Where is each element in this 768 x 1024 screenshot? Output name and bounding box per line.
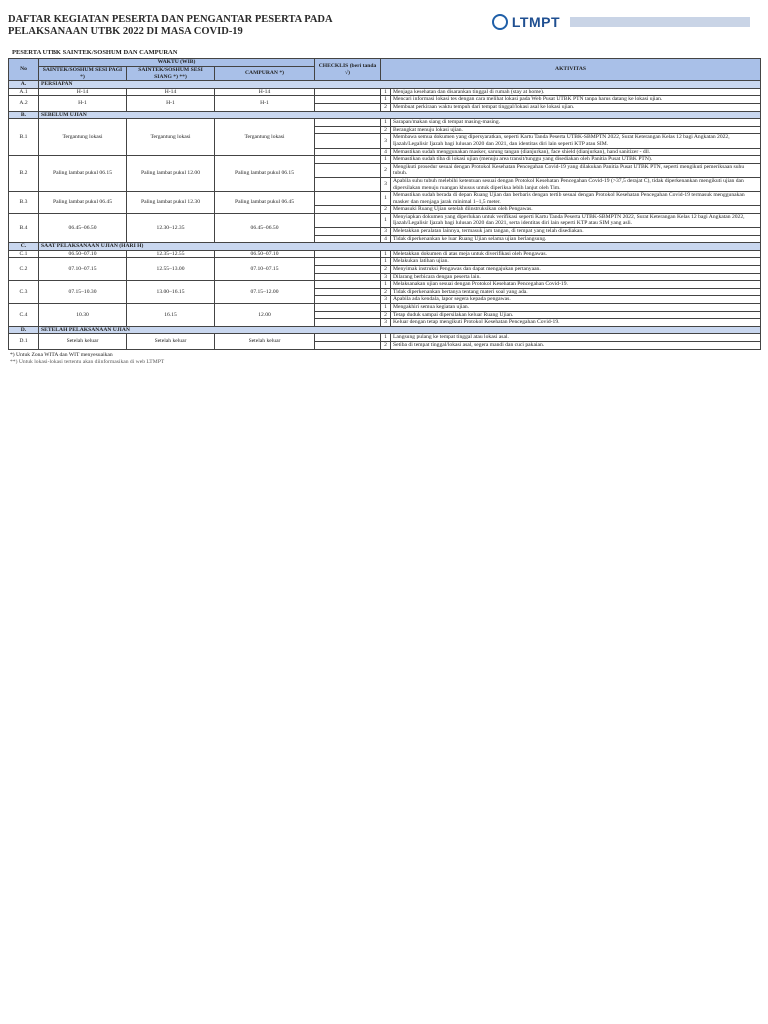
table-row xyxy=(9,192,761,206)
table-row xyxy=(9,213,761,227)
activity-text: Membawa semua dokumen yang dipersyaratkan, seperti Kartu Tanda Peserta UTBK-SBMPTN 2022, Surat Keterangan Kelas 12 bagi Angkatan 2022, Ijazah/Legalisir Ijazah bagi lulusan 2020 dan 2021, dan identitas diri lain seperti KTP atau SIM. xyxy=(391,134,761,148)
activity-number: 1 xyxy=(381,96,391,104)
activity-text: Menyiapkan dokumen yang diperlukan untuk verifikasi seperti Kartu Tanda Peserta UTBK-SBMPTN 2022, Surat Keterangan Kelas 12 bagi Angkatan 2022, Ijazah/Legalisir Ijazah bagi lulusan 2020 dan 2021, serta identitas diri lain seperti KTP atau SIM yang asli. xyxy=(391,213,761,227)
activity-number: 2 xyxy=(381,126,391,134)
logo-tagline-bar xyxy=(570,17,750,27)
activity-text: Tetap duduk sampai dipersilakan keluar Ruang Ujian. xyxy=(391,311,761,319)
time-saintek-pagi: 10.30 xyxy=(39,304,127,327)
col-header-no: No xyxy=(9,59,39,81)
section-row xyxy=(9,243,761,251)
document-title xyxy=(8,14,388,38)
section-name: SEBELUM UJIAN xyxy=(39,111,761,119)
checklist-cell[interactable] xyxy=(315,266,381,274)
checklist-cell[interactable] xyxy=(315,96,381,104)
checklist-cell[interactable] xyxy=(315,288,381,296)
activity-text: Memastikan sudah tiba di lokasi ujian (menuju area transit/tunggu yang disediakan oleh Panitia Pusat UTBK PTN). xyxy=(391,156,761,164)
time-saintek-siang: Tergantung lokasi xyxy=(127,119,215,156)
row-number: C.4 xyxy=(9,304,39,327)
time-saintek-siang: Paling lambat pukul 12.00 xyxy=(127,156,215,192)
time-campuran: Paling lambat pukul 06.45 xyxy=(215,192,315,214)
checklist-cell[interactable] xyxy=(315,281,381,289)
table-row xyxy=(9,250,761,258)
activity-text: Membuat perkiraan waktu tempuh dari tempat tinggal/lokasi asal ke lokasi ujian. xyxy=(391,103,761,111)
col-header-saintek-siang: SAINTEK/SOSHUM SESI SIANG *) **) xyxy=(127,67,215,81)
activity-text: Melakukan latihan ujian. xyxy=(391,258,761,266)
time-campuran: Setelah keluar xyxy=(215,334,315,349)
checklist-cell[interactable] xyxy=(315,126,381,134)
activity-text: Dilarang berbicara dengan peserta lain. xyxy=(391,273,761,281)
activity-number: 3 xyxy=(381,228,391,236)
activity-text: Memasuki Ruang Ujian setelah diinstruksikan oleh Pengawas. xyxy=(391,206,761,214)
checklist-cell[interactable] xyxy=(315,156,381,164)
activity-text: Menyimak instruksi Pengawas dan dapat mengajukan pertanyaan. xyxy=(391,266,761,274)
time-campuran: 06.50–07.10 xyxy=(215,250,315,258)
row-number: C.3 xyxy=(9,281,39,304)
document-subtitle: PESERTA UTBK SAINTEK/SOSHUM DAN CAMPURAN xyxy=(12,49,178,56)
checklist-cell[interactable] xyxy=(315,311,381,319)
logo-emblem-icon xyxy=(492,14,508,30)
checklist-cell[interactable] xyxy=(315,192,381,206)
col-header-saintek-pagi: SAINTEK/SOSHUM SESI PAGI *) xyxy=(39,67,127,81)
row-number: C.1 xyxy=(9,250,39,258)
activity-number: 1 xyxy=(381,192,391,206)
activity-number: 1 xyxy=(381,213,391,227)
checklist-cell[interactable] xyxy=(315,103,381,111)
time-campuran: Paling lambat pukul 06.15 xyxy=(215,156,315,192)
row-number: A.1 xyxy=(9,88,39,96)
time-saintek-siang: 16.15 xyxy=(127,304,215,327)
time-saintek-siang: H-14 xyxy=(127,88,215,96)
activity-number: 4 xyxy=(381,148,391,156)
activity-number: 3 xyxy=(381,296,391,304)
time-campuran: H-14 xyxy=(215,88,315,96)
row-number: B.2 xyxy=(9,156,39,192)
table-row xyxy=(9,119,761,127)
section-name: SETELAH PELAKSANAAN UJIAN xyxy=(39,326,761,334)
checklist-cell[interactable] xyxy=(315,296,381,304)
time-saintek-pagi: 06.45–06.50 xyxy=(39,213,127,242)
schedule-body xyxy=(9,81,761,349)
col-header-aktivitas: AKTIVITAS xyxy=(381,59,761,81)
table-row xyxy=(9,88,761,96)
time-campuran: 12.00 xyxy=(215,304,315,327)
footnote-1: *) Untuk Zona WITA dan WIT menyesuaikan xyxy=(10,351,113,358)
time-campuran: Tergantung lokasi xyxy=(215,119,315,156)
time-saintek-siang: 12.35–12.55 xyxy=(127,250,215,258)
activity-text: Berangkat menuju lokasi ujian. xyxy=(391,126,761,134)
time-saintek-siang: Paling lambat pukul 12.30 xyxy=(127,192,215,214)
activity-number: 2 xyxy=(381,311,391,319)
section-row xyxy=(9,111,761,119)
activity-number: 1 xyxy=(381,250,391,258)
activity-number: 2 xyxy=(381,163,391,177)
table-row xyxy=(9,258,761,266)
table-row xyxy=(9,281,761,289)
activity-text: Meletakkan peralatan lainnya, termasuk jam tangan, di tempat yang telah disediakan. xyxy=(391,228,761,236)
activity-number: 1 xyxy=(381,334,391,342)
checklist-cell[interactable] xyxy=(315,134,381,148)
checklist-cell[interactable] xyxy=(315,319,381,327)
schedule-table xyxy=(8,58,761,350)
time-campuran: 07.10–07.15 xyxy=(215,258,315,281)
activity-text: Apabila suhu tubuh melebihi ketentuan sesuai dengan Protokol Kesehatan Pencegahan Covid-19 (>37,5 derajat C), tidak diperkenankan mengikuti ujian dan dipersilakan menuju ruangan khusus untuk diperiksa lebih lanjut oleh Tim. xyxy=(391,177,761,191)
section-name: SAAT PELAKSANAAN UJIAN (HARI H) xyxy=(39,243,761,251)
time-saintek-siang: 12.30–12.35 xyxy=(127,213,215,242)
section-code: A. xyxy=(9,81,39,89)
table-row xyxy=(9,156,761,164)
activity-number: 1 xyxy=(381,304,391,312)
ltmpt-logo xyxy=(492,14,750,30)
time-saintek-siang: Setelah keluar xyxy=(127,334,215,349)
activity-number: 3 xyxy=(381,177,391,191)
section-code: B. xyxy=(9,111,39,119)
time-saintek-siang: 12.55–13.00 xyxy=(127,258,215,281)
activity-number: 2 xyxy=(381,206,391,214)
checklist-cell[interactable] xyxy=(315,273,381,281)
logo-text: LTMPT xyxy=(511,14,560,30)
row-number: B.3 xyxy=(9,192,39,214)
table-row xyxy=(9,96,761,104)
activity-text: Keluar dengan tetap mengikuti Protokol Kesehatan Pencegahan Covid-19. xyxy=(391,319,761,327)
checklist-cell[interactable] xyxy=(315,341,381,349)
activity-text: Langsung pulang ke tempat tinggal atau lokasi asal. xyxy=(391,334,761,342)
col-header-campuran: CAMPURAN *) xyxy=(215,67,315,81)
row-number: B.1 xyxy=(9,119,39,156)
activity-text: Melaksanakan ujian sesuai dengan Protokol Kesehatan Pencegahan Covid-19. xyxy=(391,281,761,289)
time-saintek-pagi: Paling lambat pukul 06.45 xyxy=(39,192,127,214)
title-line-2: PELAKSANAAN UTBK 2022 DI MASA COVID-19 xyxy=(8,26,243,37)
activity-text: Tidak diperkenankan ke luar Ruang Ujian selama ujian berlangsung. xyxy=(391,235,761,243)
activity-number: 1 xyxy=(381,281,391,289)
activity-text: Menjaga kesehatan dan disarankan tinggal di rumah (stay at home). xyxy=(391,88,761,96)
activity-text: Tidak diperkenankan bertanya tentang materi soal yang ada. xyxy=(391,288,761,296)
checklist-cell[interactable] xyxy=(315,258,381,266)
activity-number: 2 xyxy=(381,103,391,111)
checklist-cell[interactable] xyxy=(315,119,381,127)
checklist-cell[interactable] xyxy=(315,163,381,177)
time-saintek-pagi: H-1 xyxy=(39,96,127,111)
activity-number: 2 xyxy=(381,266,391,274)
section-row xyxy=(9,326,761,334)
activity-text: Mencari informasi lokasi tes dengan cara melihat lokasi pada Web Pusat UTBK PTN tanpa harus datang ke lokasi ujian. xyxy=(391,96,761,104)
checklist-cell[interactable] xyxy=(315,235,381,243)
activity-number: 1 xyxy=(381,258,391,266)
checklist-cell[interactable] xyxy=(315,148,381,156)
activity-text: Sarapan/makan siang di tempat masing-masing. xyxy=(391,119,761,127)
time-saintek-pagi: 06.50–07.10 xyxy=(39,250,127,258)
time-campuran: 07.15–12.00 xyxy=(215,281,315,304)
checklist-cell[interactable] xyxy=(315,213,381,227)
time-saintek-pagi: Tergantung lokasi xyxy=(39,119,127,156)
activity-text: Setiba di tempat tinggal/lokasi asal, segera mandi dan cuci pakaian. xyxy=(391,341,761,349)
row-number: B.4 xyxy=(9,213,39,242)
activity-number: 1 xyxy=(381,156,391,164)
document xyxy=(8,14,760,366)
section-name: PERSIAPAN xyxy=(39,81,761,89)
activity-number: 1 xyxy=(381,119,391,127)
section-code: D. xyxy=(9,326,39,334)
checklist-cell[interactable] xyxy=(315,304,381,312)
checklist-cell[interactable] xyxy=(315,250,381,258)
time-campuran: H-1 xyxy=(215,96,315,111)
checklist-cell[interactable] xyxy=(315,206,381,214)
activity-number: 1 xyxy=(381,88,391,96)
activity-text: Meletakkan dokumen di atas meja untuk diverifikasi oleh Pengawas. xyxy=(391,250,761,258)
document-header xyxy=(8,14,760,46)
checklist-cell[interactable] xyxy=(315,334,381,342)
checklist-cell[interactable] xyxy=(315,88,381,96)
table-row xyxy=(9,334,761,342)
activity-number: 2 xyxy=(381,341,391,349)
time-saintek-pagi: Paling lambat pukul 06.15 xyxy=(39,156,127,192)
footnotes xyxy=(10,352,760,366)
row-number: D.1 xyxy=(9,334,39,349)
activity-text: Memastikan sudah menggunakan masker, sarung tangan (dianjurkan), face shield (dianjurkan), hand sanitizer - dll. xyxy=(391,148,761,156)
activity-number: 3 xyxy=(381,319,391,327)
time-saintek-pagi: 07.10–07.15 xyxy=(39,258,127,281)
row-number: A.2 xyxy=(9,96,39,111)
activity-number: 2 xyxy=(381,288,391,296)
footnote-2: **) Untuk lokasi-lokasi tertentu akan diinformasikan di web LTMPT xyxy=(10,358,165,365)
time-saintek-pagi: H-14 xyxy=(39,88,127,96)
time-saintek-pagi: Setelah keluar xyxy=(39,334,127,349)
activity-number: 3 xyxy=(381,134,391,148)
activity-text: Apabila ada kendala, lapor segera kepada pengawas. xyxy=(391,296,761,304)
col-header-checklis: CHECKLIS (beri tanda √) xyxy=(315,59,381,81)
checklist-cell[interactable] xyxy=(315,177,381,191)
table-row xyxy=(9,304,761,312)
row-number: C.2 xyxy=(9,258,39,281)
activity-text: Mengakhiri semua kegiatan ujian. xyxy=(391,304,761,312)
section-row xyxy=(9,81,761,89)
activity-text: Memastikan sudah berada di depan Ruang Ujian dan berbaris dengan tertib sesuai dengan Protokol Kesehatan Pencegahan Covid-19 termasuk menggunakan masker dan menjaga jarak minimal 1–1,5 meter. xyxy=(391,192,761,206)
time-campuran: 06.45–06.50 xyxy=(215,213,315,242)
col-header-waktu: WAKTU (WIB) xyxy=(39,59,315,67)
time-saintek-siang: H-1 xyxy=(127,96,215,111)
section-code: C. xyxy=(9,243,39,251)
time-saintek-pagi: 07.15–10.30 xyxy=(39,281,127,304)
activity-number: 3 xyxy=(381,273,391,281)
time-saintek-siang: 13.00–16.15 xyxy=(127,281,215,304)
activity-text: Mengikuti prosedur sesuai dengan Protokol Kesehatan Pencegahan Covid-19 yang dilakukan Panitia Pusat UTBK PTN, seperti mengikuti pemeriksaan suhu tubuh. xyxy=(391,163,761,177)
checklist-cell[interactable] xyxy=(315,228,381,236)
title-line-1: DAFTAR KEGIATAN PESERTA DAN PENGANTAR PESERTA PADA xyxy=(8,14,333,25)
activity-number: 4 xyxy=(381,235,391,243)
